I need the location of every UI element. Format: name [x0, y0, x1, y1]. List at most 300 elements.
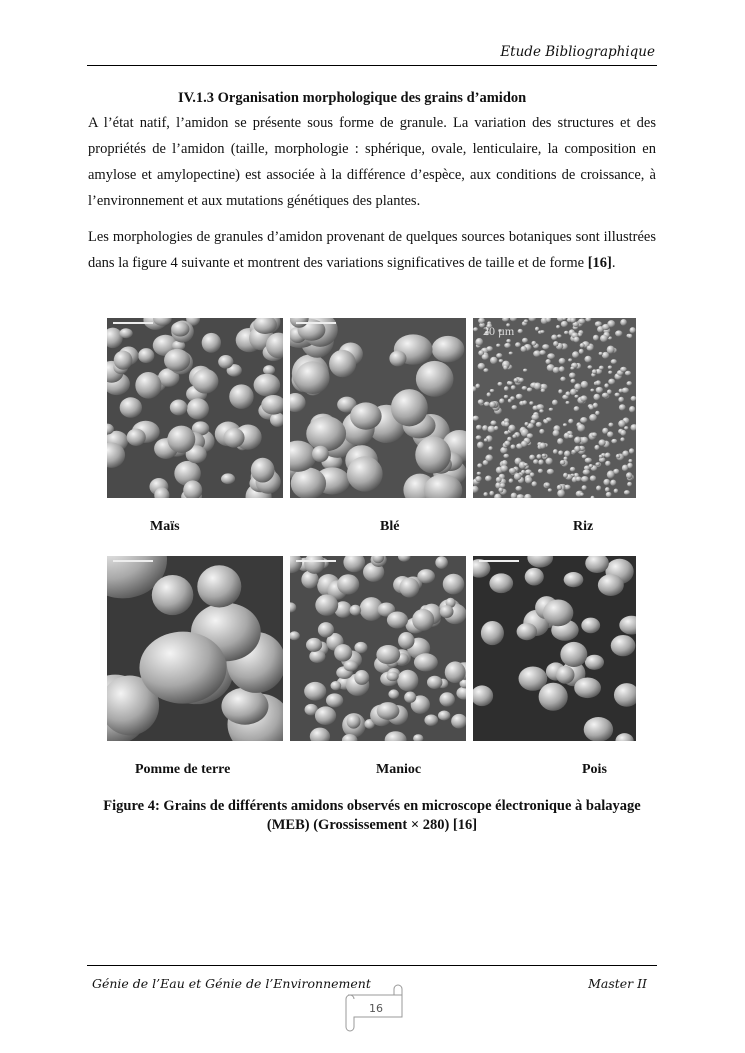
starch-granule	[583, 469, 590, 475]
starch-granule	[628, 459, 632, 463]
starch-granule	[135, 372, 161, 399]
starch-granule	[490, 357, 498, 364]
starch-granule	[607, 471, 615, 479]
starch-granule	[585, 458, 592, 464]
starch-granule	[570, 389, 577, 396]
starch-granule	[565, 391, 570, 396]
starch-granule	[221, 473, 235, 484]
starch-granule	[527, 433, 533, 438]
label-riz: Riz	[573, 519, 594, 534]
starch-granule	[566, 401, 570, 404]
starch-granule	[564, 572, 584, 587]
starch-granule	[579, 349, 584, 354]
scale-bar	[296, 560, 336, 562]
starch-granule	[599, 455, 603, 459]
starch-granule	[496, 353, 502, 358]
starch-granule	[607, 431, 613, 437]
starch-granule	[602, 352, 609, 359]
starch-granule	[611, 635, 636, 656]
starch-granule	[354, 642, 367, 653]
starch-granule	[427, 676, 442, 689]
starch-granule	[620, 437, 625, 441]
starch-granule	[544, 420, 549, 424]
starch-granule	[486, 346, 493, 351]
starch-granule	[350, 605, 361, 616]
starch-granule	[508, 425, 515, 432]
starch-granule	[304, 682, 326, 701]
starch-granule	[415, 436, 451, 473]
starch-granule	[589, 414, 597, 421]
starch-granule	[568, 358, 572, 361]
granules-texture	[473, 556, 636, 741]
starch-granule	[557, 489, 565, 497]
starch-granule	[574, 446, 580, 452]
starch-granule	[575, 476, 581, 481]
starch-granule	[170, 400, 188, 416]
starch-granule	[164, 349, 190, 372]
starch-granule	[514, 378, 519, 382]
starch-granule	[569, 372, 576, 378]
starch-granule	[522, 400, 527, 405]
starch-granule	[512, 434, 517, 438]
starch-granule	[570, 367, 574, 370]
starch-granule	[599, 352, 603, 355]
footer-right: Master II	[588, 976, 647, 991]
starch-granule	[389, 351, 406, 367]
starch-granule	[511, 444, 516, 449]
starch-granule	[354, 670, 369, 685]
starch-granule	[171, 321, 189, 336]
starch-granule	[574, 395, 578, 398]
section-title: IV.1.3 Organisation morphologique des grains d’amidon	[178, 90, 527, 106]
starch-granule	[626, 381, 632, 386]
starch-granule	[606, 492, 612, 498]
starch-granule	[525, 568, 544, 586]
starch-granule	[532, 481, 537, 486]
starch-granule	[139, 632, 226, 704]
starch-granule	[399, 578, 419, 598]
starch-granule	[318, 622, 334, 637]
starch-granule	[542, 344, 549, 350]
starch-granule	[483, 492, 488, 496]
granules-texture	[290, 318, 466, 498]
starch-granule	[507, 437, 512, 442]
starch-granule	[574, 406, 580, 411]
starch-granule	[605, 487, 610, 492]
starch-granule	[120, 397, 142, 417]
starch-granule	[229, 384, 253, 409]
starch-granule	[538, 469, 543, 474]
sem-image-mais	[107, 318, 283, 498]
starch-granule	[152, 575, 194, 615]
starch-granule	[435, 556, 448, 569]
paragraph-1: A l’état natif, l’amidon se présente sous forme de granule. La variation des structures et des propriétés de l’amidon (taille, morphologie : sphérique, ovale, lenticulaire, la composition en amylose et amylopectine) est associée à la différence d’espèce, aux conditions de croissance, à l’environnement et aux mutations génétiques des plantes.	[88, 115, 656, 209]
starch-granule	[127, 429, 146, 446]
starch-granule	[595, 380, 601, 385]
caption-line-2: (MEB) (Grossissement × 280) [16]	[266, 817, 478, 833]
starch-granule	[534, 382, 542, 389]
starch-granule	[326, 693, 343, 707]
starch-granule	[445, 661, 466, 683]
starch-granule	[618, 420, 625, 428]
starch-granule	[563, 473, 568, 478]
starch-granule	[476, 425, 482, 430]
starch-granule	[580, 493, 584, 496]
starch-granule	[509, 479, 514, 484]
starch-granule	[616, 454, 620, 458]
starch-granule	[536, 454, 541, 459]
starch-granule	[329, 350, 356, 377]
starch-granule	[574, 678, 601, 699]
starch-granule	[622, 450, 629, 456]
running-header: Etude Bibliographique	[500, 44, 655, 60]
starch-granule	[523, 369, 527, 372]
starch-granule	[511, 385, 516, 390]
starch-granule	[620, 430, 626, 436]
starch-granule	[315, 706, 336, 725]
paragraph-2: Les morphologies de granules d’amidon provenant de quelques sources botaniques sont illustrées dans la figure 4 suivante et montrent des variations significatives de taille et de forme [16].	[88, 229, 656, 271]
starch-granule	[412, 609, 434, 631]
starch-granule	[603, 479, 610, 486]
starch-granule	[489, 491, 494, 496]
scale-bar	[479, 560, 519, 562]
starch-granule	[296, 361, 330, 394]
starch-granule	[595, 321, 602, 327]
starch-granule	[417, 569, 435, 583]
starch-granule	[560, 377, 566, 382]
starch-granule	[251, 458, 275, 483]
starch-granule	[610, 480, 616, 486]
starch-granule	[347, 714, 361, 728]
sem-image-pois	[473, 556, 636, 741]
starch-granule	[344, 660, 358, 671]
starch-granule	[475, 338, 483, 346]
starch-granule	[563, 423, 567, 426]
label-mais: Maïs	[150, 519, 180, 534]
starch-granule	[556, 325, 560, 329]
starch-granule	[529, 401, 533, 405]
starch-granule	[577, 424, 585, 432]
starch-granule	[504, 386, 509, 391]
starch-granule	[611, 359, 617, 364]
starch-granule	[517, 623, 537, 640]
starch-granule	[558, 389, 562, 394]
starch-granule	[404, 692, 416, 703]
starch-granule	[572, 351, 579, 358]
starch-granule	[559, 358, 566, 364]
starch-granule	[309, 650, 325, 663]
starch-granule	[482, 354, 489, 360]
starch-granule	[499, 398, 504, 403]
starch-granule	[496, 477, 502, 483]
starch-granule	[591, 432, 597, 437]
starch-granule	[114, 351, 133, 370]
starch-granule	[504, 422, 509, 427]
sem-image-manioc	[290, 556, 466, 741]
starch-granule	[587, 365, 592, 369]
starch-granule	[508, 399, 512, 403]
starch-granule	[559, 366, 565, 372]
starch-granule	[476, 435, 482, 439]
starch-granule	[615, 330, 622, 336]
starch-granule	[484, 438, 488, 442]
starch-granule	[582, 455, 587, 459]
starch-granule	[619, 404, 626, 410]
starch-granule	[539, 429, 544, 434]
starch-granule	[312, 446, 329, 462]
starch-granule	[477, 472, 481, 475]
starch-granule	[529, 455, 535, 461]
starch-granule	[192, 369, 218, 394]
starch-granule	[602, 324, 610, 330]
starch-granule	[489, 573, 513, 593]
sem-image-riz	[473, 318, 636, 498]
starch-granule	[570, 467, 576, 472]
starch-granule	[539, 683, 568, 711]
starch-granule	[594, 445, 599, 450]
starch-granule	[536, 404, 544, 410]
starch-granule	[590, 389, 594, 392]
starch-granule	[291, 468, 326, 498]
starch-granule	[620, 367, 627, 372]
starch-granule	[581, 476, 589, 482]
starch-granule	[478, 399, 484, 404]
starch-granule	[595, 462, 600, 466]
starch-granule	[439, 692, 454, 706]
starch-granule	[263, 365, 275, 375]
starch-granule	[624, 426, 628, 430]
starch-granule	[376, 645, 400, 664]
caption-line-1: Figure 4: Grains de différents amidons observés en microscope électronique à balayage	[103, 798, 641, 814]
starch-granule	[387, 612, 408, 629]
starch-granule	[549, 408, 554, 411]
starch-granule	[574, 437, 581, 444]
starch-granule	[531, 414, 539, 420]
starch-granule	[584, 356, 591, 363]
starch-granule	[525, 477, 532, 484]
starch-granule	[608, 371, 612, 375]
starch-granule	[438, 711, 450, 721]
starch-granule	[488, 446, 492, 450]
starch-granule	[580, 343, 585, 348]
starch-granule	[590, 475, 596, 481]
label-manioc: Manioc	[376, 762, 422, 777]
starch-granule	[598, 574, 624, 596]
starch-granule	[416, 361, 454, 397]
starch-granule	[515, 342, 521, 347]
starch-granule	[587, 345, 594, 351]
starch-granule	[570, 379, 575, 384]
starch-granule	[414, 653, 438, 671]
starch-granule	[599, 439, 606, 446]
starch-granule	[561, 321, 568, 327]
starch-granule	[519, 378, 524, 383]
paragraph-2-text: Les morphologies de granules d’amidon provenant de quelques sources botaniques sont illustrées dans la figure 4 suivante et montrent des variations significatives de taille et de forme	[88, 229, 656, 271]
starch-granule	[596, 387, 603, 393]
starch-granule	[524, 319, 529, 323]
citation: [16]	[587, 255, 612, 271]
starch-granule	[514, 473, 522, 480]
starch-granule	[496, 344, 500, 348]
starch-granule	[599, 366, 604, 370]
starch-granule	[548, 488, 552, 492]
starch-granule	[490, 420, 496, 425]
starch-granule	[484, 402, 490, 407]
starch-granule	[397, 670, 418, 691]
starch-granule	[556, 666, 575, 684]
starch-granule	[477, 463, 482, 467]
starch-granule	[628, 334, 633, 339]
starch-granule	[553, 449, 558, 454]
starch-granule	[515, 486, 522, 491]
starch-granule	[629, 406, 635, 413]
starch-granule	[540, 330, 544, 333]
starch-granule	[624, 490, 630, 495]
starch-granule	[499, 359, 503, 362]
starch-granule	[589, 464, 593, 468]
starch-granule	[489, 401, 495, 407]
starch-granule	[608, 379, 615, 385]
footer-left: Génie de l’Eau et Génie de l’Environnement	[92, 976, 371, 991]
starch-granule	[622, 465, 628, 472]
starch-granule	[553, 341, 558, 347]
starch-granule	[578, 318, 585, 324]
starch-granule	[545, 359, 550, 364]
starch-granule	[552, 400, 558, 406]
starch-granule	[564, 451, 570, 457]
starch-granule	[485, 455, 493, 462]
starch-granule	[334, 644, 352, 661]
starch-granule	[197, 565, 241, 607]
starch-granule	[482, 425, 488, 431]
starch-granule	[581, 437, 588, 444]
starch-granule	[531, 341, 536, 346]
starch-granule	[560, 460, 565, 465]
starch-granule	[536, 422, 542, 427]
starch-granule	[585, 655, 604, 670]
starch-granule	[608, 423, 613, 427]
starch-granule	[386, 671, 398, 681]
starch-granule	[508, 381, 512, 385]
starch-granule	[584, 717, 613, 741]
starch-granule	[581, 618, 600, 634]
starch-granule	[627, 482, 632, 487]
starch-granule	[477, 442, 484, 449]
starch-granule	[306, 638, 322, 652]
starch-granule	[625, 371, 631, 376]
starch-granule	[553, 367, 560, 373]
label-ble: Blé	[380, 519, 400, 534]
starch-granule	[504, 395, 508, 399]
starch-granule	[473, 327, 478, 331]
sem-image-pomme-de-terre	[107, 556, 283, 741]
starch-granule	[547, 469, 554, 475]
starch-granule	[503, 454, 509, 458]
starch-granule	[580, 395, 587, 401]
starch-granule	[481, 621, 504, 645]
header-rule	[87, 65, 657, 66]
starch-granule	[347, 456, 383, 491]
scale-bar	[113, 560, 153, 562]
starch-granule	[607, 346, 615, 354]
starch-granule	[615, 393, 620, 397]
starch-granule	[574, 383, 581, 390]
footer-rule	[87, 965, 657, 966]
starch-granule	[539, 350, 546, 355]
starch-granule	[432, 336, 465, 363]
starch-granule	[506, 339, 511, 343]
starch-granule	[523, 463, 527, 466]
granules-texture	[107, 556, 283, 741]
starch-granule	[568, 419, 573, 424]
starch-granule	[475, 384, 480, 389]
starch-granule	[512, 405, 518, 410]
starch-granule	[350, 402, 382, 429]
starch-granule	[443, 574, 465, 595]
starch-granule	[138, 348, 154, 363]
starch-granule	[337, 574, 359, 594]
starch-granule	[202, 333, 221, 353]
starch-granule	[315, 594, 338, 615]
starch-granule	[483, 368, 488, 372]
starch-granule	[611, 439, 617, 444]
starch-granule	[521, 346, 527, 352]
scale-bar	[296, 322, 336, 324]
starch-granule	[558, 450, 563, 455]
starch-granule	[592, 369, 597, 374]
starch-granule	[600, 335, 608, 342]
starch-granule	[605, 461, 611, 467]
starch-granule	[527, 387, 533, 391]
starch-granule	[516, 394, 523, 400]
starch-granule	[223, 428, 244, 448]
starch-granule	[618, 397, 624, 403]
starch-granule	[377, 702, 400, 720]
figure-caption	[88, 797, 656, 835]
starch-granule	[589, 405, 594, 410]
starch-granule	[494, 426, 499, 431]
starch-granule	[509, 352, 513, 355]
starch-granule	[500, 483, 506, 488]
starch-granule	[119, 328, 132, 338]
starch-granule	[490, 389, 495, 392]
starch-granule	[475, 476, 481, 482]
starch-granule	[541, 389, 546, 393]
starch-granule	[522, 386, 527, 390]
starch-granule	[254, 374, 281, 397]
starch-granule	[595, 411, 600, 416]
starch-granule	[498, 487, 503, 492]
starch-granule	[306, 416, 346, 451]
starch-granule	[581, 381, 589, 388]
starch-granule	[557, 334, 562, 338]
starch-granule	[626, 472, 632, 478]
starch-granule	[497, 382, 502, 386]
starch-granule	[620, 319, 627, 326]
starch-granule	[424, 714, 438, 725]
starch-granule	[388, 689, 399, 699]
starch-granule	[630, 327, 636, 333]
starch-granule	[509, 468, 516, 474]
starch-granule	[551, 334, 557, 340]
starch-granule	[398, 632, 414, 649]
starch-granule	[593, 335, 599, 341]
starch-granule	[167, 426, 195, 453]
starch-granule	[539, 409, 544, 413]
starch-granule	[557, 485, 562, 490]
starch-granule	[485, 476, 492, 482]
starch-granule	[330, 681, 341, 690]
